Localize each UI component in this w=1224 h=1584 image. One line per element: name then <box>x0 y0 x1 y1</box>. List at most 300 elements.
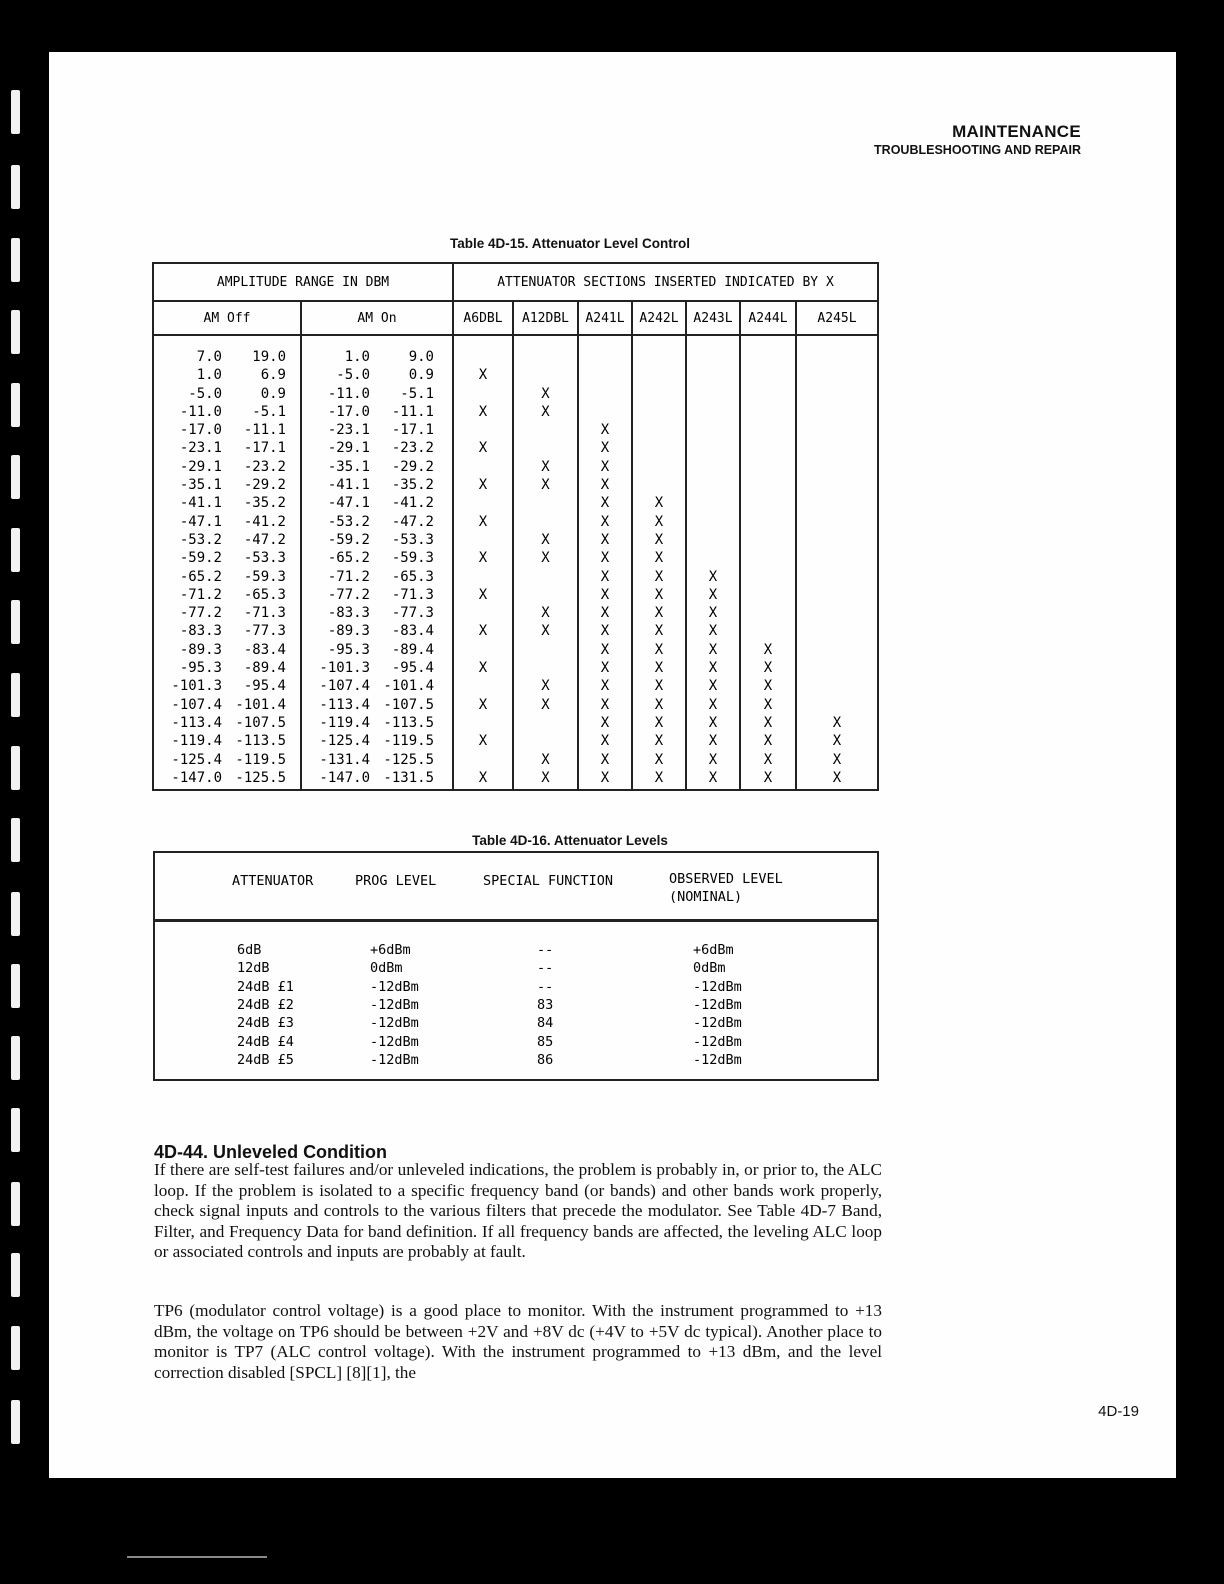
section-inserted-mark <box>454 714 512 732</box>
am-off-range-row <box>154 348 300 366</box>
section-inserted-mark: X <box>600 641 610 658</box>
section-inserted-mark: X <box>832 714 842 731</box>
section-inserted-mark: X <box>600 531 610 548</box>
section-inserted-mark: X <box>763 751 773 768</box>
am-off-low: -113.5 <box>235 733 286 750</box>
section-inserted-mark <box>514 513 577 531</box>
section-inserted-mark: X <box>600 751 610 768</box>
am-off-low: -101.4 <box>235 696 286 713</box>
subheader-am-off: AM Off <box>153 301 301 335</box>
am-off-range-row <box>154 421 300 439</box>
section-inserted-mark: X <box>654 531 664 548</box>
am-off-low: 6.9 <box>260 367 286 384</box>
special-function-cell: 83 <box>537 996 554 1013</box>
section-inserted-mark: X <box>832 769 842 786</box>
section-inserted-mark: X <box>654 513 664 530</box>
am-on-high: -47.1 <box>327 495 370 512</box>
am-off-range-row <box>154 549 300 567</box>
section-inserted-mark <box>454 348 512 366</box>
section-inserted-mark <box>741 586 795 604</box>
section-inserted-mark <box>797 476 877 494</box>
section-inserted-mark <box>687 494 739 512</box>
section-inserted-mark: X <box>654 733 664 750</box>
am-on-high: -11.0 <box>327 385 370 402</box>
am-on-range-row <box>302 751 452 769</box>
prog-level-cell: -12dBm <box>370 1033 419 1050</box>
section-inserted-mark: X <box>541 696 550 713</box>
am-off-low: 0.9 <box>260 385 286 402</box>
special-function-cell: -- <box>537 978 554 995</box>
am-off-range-row <box>154 476 300 494</box>
am-on-low: -71.3 <box>391 586 434 603</box>
am-on-range-row <box>302 769 452 787</box>
section-header-a242l: A242L <box>632 301 686 335</box>
section-inserted-mark <box>633 421 685 439</box>
am-off-low: -29.2 <box>243 477 286 494</box>
am-off-range-row <box>154 751 300 769</box>
am-on-high: -35.1 <box>327 458 370 475</box>
section-inserted-mark: X <box>708 696 718 713</box>
am-on-low: -83.4 <box>391 623 434 640</box>
section-inserted-mark <box>454 751 512 769</box>
am-on-column <box>301 335 453 790</box>
am-off-range-row <box>154 531 300 549</box>
section-inserted-mark: X <box>478 477 488 494</box>
section-inserted-mark <box>797 568 877 586</box>
section-inserted-mark <box>687 366 739 384</box>
am-off-range-row <box>154 494 300 512</box>
section-inserted-mark: X <box>600 714 610 731</box>
section-inserted-mark: X <box>708 605 718 622</box>
section-inserted-mark: X <box>541 550 550 567</box>
am-off-low: -107.5 <box>235 714 286 731</box>
am-on-high: -53.2 <box>327 513 370 530</box>
am-off-low: -17.1 <box>243 440 286 457</box>
table2-caption: Table 4D-16. Attenuator Levels <box>472 833 668 848</box>
section-header-a244l: A244L <box>740 301 796 335</box>
section-inserted-mark: X <box>541 678 550 695</box>
am-off-high: -95.3 <box>179 660 222 677</box>
section-inserted-mark: X <box>708 678 718 695</box>
section-inserted-mark: X <box>600 586 610 603</box>
section-inserted-mark: X <box>478 440 488 457</box>
am-off-high: -59.2 <box>179 550 222 567</box>
section-inserted-mark <box>454 604 512 622</box>
am-on-range-row <box>302 439 452 457</box>
am-off-range-row <box>154 403 300 421</box>
am-on-high: -95.3 <box>327 641 370 658</box>
header-prog-level: PROG LEVEL <box>355 873 437 889</box>
am-off-high: -77.2 <box>179 605 222 622</box>
am-on-high: -101.3 <box>319 660 370 677</box>
am-on-low: -101.4 <box>383 678 434 695</box>
section-inserted-mark: X <box>600 769 610 786</box>
am-off-low: -89.4 <box>243 660 286 677</box>
section-inserted-mark: X <box>708 714 718 731</box>
section-inserted-mark <box>633 348 685 366</box>
section-inserted-mark <box>741 366 795 384</box>
am-on-high: -17.0 <box>327 403 370 420</box>
am-off-low: -59.3 <box>243 568 286 585</box>
am-on-high: -59.2 <box>327 531 370 548</box>
section-inserted-mark: X <box>478 550 488 567</box>
section-inserted-mark <box>454 494 512 512</box>
am-on-range-row <box>302 568 452 586</box>
am-off-high: -29.1 <box>179 458 222 475</box>
prog-level-cell: -12dBm <box>370 996 419 1013</box>
section-inserted-mark <box>687 385 739 403</box>
special-function-cell: 85 <box>537 1033 554 1050</box>
section-inserted-mark <box>741 421 795 439</box>
observed-level-cell: +6dBm <box>693 942 734 958</box>
section-inserted-mark: X <box>654 678 664 695</box>
section-inserted-mark <box>633 439 685 457</box>
section-inserted-mark <box>514 439 577 457</box>
am-on-range-row <box>302 458 452 476</box>
am-off-range-row <box>154 769 300 787</box>
section-inserted-mark: X <box>654 696 664 713</box>
am-on-high: -65.2 <box>327 550 370 567</box>
section-inserted-mark <box>514 659 577 677</box>
a242l-column <box>632 335 686 790</box>
section-inserted-mark: X <box>763 769 773 786</box>
section-inserted-mark: X <box>832 733 842 750</box>
section-header-a243l: A243L <box>686 301 740 335</box>
section-inserted-mark: X <box>654 495 664 512</box>
am-off-low: -35.2 <box>243 495 286 512</box>
section-inserted-mark <box>633 403 685 421</box>
section-inserted-mark: X <box>832 751 842 768</box>
section-inserted-mark <box>797 458 877 476</box>
table1-body <box>153 335 878 790</box>
section-inserted-mark <box>514 732 577 750</box>
am-on-low: -23.2 <box>391 440 434 457</box>
attenuator-cell: 24dB £2 <box>237 996 294 1013</box>
section-inserted-mark <box>741 549 795 567</box>
section-inserted-mark <box>741 568 795 586</box>
section-inserted-mark <box>797 659 877 677</box>
a12dbl-column <box>513 335 578 790</box>
am-off-range-row <box>154 366 300 384</box>
section-inserted-mark <box>454 385 512 403</box>
page-number: 4D-19 <box>1098 1403 1139 1420</box>
am-on-low: -47.2 <box>391 513 434 530</box>
am-on-low: -119.5 <box>383 733 434 750</box>
am-off-low: -41.2 <box>243 513 286 530</box>
am-on-low: -65.3 <box>391 568 434 585</box>
section-inserted-mark: X <box>600 568 610 585</box>
am-off-range-row <box>154 659 300 677</box>
section-inserted-mark: X <box>708 641 718 658</box>
attenuator-cell: 24dB £4 <box>237 1033 294 1050</box>
am-on-range-row <box>302 714 452 732</box>
a243l-column <box>686 335 740 790</box>
am-on-low: -11.1 <box>391 403 434 420</box>
am-on-high: -77.2 <box>327 586 370 603</box>
section-inserted-mark: X <box>600 458 610 475</box>
prog-level-cell: -12dBm <box>370 1015 419 1032</box>
am-off-high: -125.4 <box>171 751 222 768</box>
prog-level-cell: +6dBm <box>370 942 411 958</box>
section-inserted-mark: X <box>478 733 488 750</box>
section-inserted-mark: X <box>600 605 610 622</box>
am-on-range-row <box>302 531 452 549</box>
section-inserted-mark: X <box>654 660 664 677</box>
am-on-high: -131.4 <box>319 751 370 768</box>
am-off-low: -95.4 <box>243 678 286 695</box>
am-on-low: -17.1 <box>391 422 434 439</box>
am-on-range-row <box>302 696 452 714</box>
section-inserted-mark: X <box>541 751 550 768</box>
observed-level-cell: -12dBm <box>693 978 742 995</box>
am-on-low: -59.3 <box>391 550 434 567</box>
a6dbl-column <box>453 335 513 790</box>
section-inserted-mark: X <box>654 769 664 786</box>
special-function-cell: 86 <box>537 1051 554 1068</box>
section-inserted-mark <box>687 348 739 366</box>
am-on-high: -5.0 <box>336 367 370 384</box>
section-inserted-mark: X <box>763 660 773 677</box>
section-inserted-mark <box>797 531 877 549</box>
am-off-range-row <box>154 513 300 531</box>
section-inserted-mark <box>579 403 631 421</box>
section-inserted-mark: X <box>654 586 664 603</box>
attenuator-cell: 24dB £3 <box>237 1015 294 1032</box>
am-on-range-row <box>302 403 452 421</box>
section-inserted-mark <box>579 348 631 366</box>
section-inserted-mark: X <box>600 623 610 640</box>
section-inserted-mark <box>797 677 877 695</box>
section-inserted-mark: X <box>654 550 664 567</box>
section-inserted-mark <box>514 568 577 586</box>
group-header-amplitude: AMPLITUDE RANGE IN DBM <box>153 263 453 301</box>
am-off-low: -125.5 <box>235 769 286 786</box>
section-inserted-mark: X <box>478 660 488 677</box>
am-on-high: -71.2 <box>327 568 370 585</box>
section-inserted-mark <box>687 421 739 439</box>
section-inserted-mark: X <box>763 696 773 713</box>
section-header-a12dbl: A12DBL <box>513 301 578 335</box>
attenuator-levels-table <box>153 851 879 1081</box>
section-inserted-mark <box>797 421 877 439</box>
am-on-high: -113.4 <box>319 696 370 713</box>
header-special-function: SPECIAL FUNCTION <box>483 873 614 889</box>
section-inserted-mark: X <box>541 623 550 640</box>
section-header-a6dbl: A6DBL <box>453 301 513 335</box>
am-off-high: -107.4 <box>171 696 222 713</box>
am-off-low: -83.4 <box>243 641 286 658</box>
am-off-low: -77.3 <box>243 623 286 640</box>
section-inserted-mark: X <box>708 586 718 603</box>
section-inserted-mark <box>514 714 577 732</box>
section-inserted-mark: X <box>708 769 718 786</box>
section-inserted-mark: X <box>600 696 610 713</box>
a245l-column <box>796 335 878 790</box>
section-inserted-mark: X <box>600 513 610 530</box>
am-off-low: -47.2 <box>243 531 286 548</box>
section-inserted-mark <box>454 568 512 586</box>
am-on-range-row <box>302 677 452 695</box>
group-header-attenuator: ATTENUATOR SECTIONS INSERTED INDICATED BY X <box>453 263 878 301</box>
am-on-low: -95.4 <box>391 660 434 677</box>
am-off-range-row <box>154 568 300 586</box>
am-on-range-row <box>302 513 452 531</box>
section-inserted-mark: X <box>541 531 550 548</box>
am-off-high: -147.0 <box>171 769 222 786</box>
section-inserted-mark <box>454 677 512 695</box>
prog-level-cell: 0dBm <box>370 960 403 977</box>
am-off-high: 7.0 <box>196 349 222 365</box>
section-inserted-mark <box>687 476 739 494</box>
section-inserted-mark <box>797 622 877 640</box>
section-inserted-mark <box>633 476 685 494</box>
section-inserted-mark: X <box>478 696 488 713</box>
section-inserted-mark: X <box>478 513 488 530</box>
am-off-high: 1.0 <box>196 367 222 384</box>
am-on-range-row <box>302 604 452 622</box>
am-off-low: -65.3 <box>243 586 286 603</box>
section-inserted-mark: X <box>541 458 550 475</box>
subheader-am-on: AM On <box>301 301 453 335</box>
section-inserted-mark <box>514 586 577 604</box>
am-off-high: -17.0 <box>179 422 222 439</box>
am-on-high: -119.4 <box>319 714 370 731</box>
am-off-range-row <box>154 677 300 695</box>
section-inserted-mark <box>741 458 795 476</box>
section-inserted-mark <box>514 494 577 512</box>
section-inserted-mark <box>514 421 577 439</box>
am-off-range-row <box>154 714 300 732</box>
section-inserted-mark <box>687 531 739 549</box>
attenuator-cell: 12dB <box>237 960 270 977</box>
am-on-low: -29.2 <box>391 458 434 475</box>
special-function-cell: -- <box>537 942 554 958</box>
attenuator-cell: 24dB £1 <box>237 978 294 995</box>
section-inserted-mark: X <box>478 367 488 384</box>
am-off-range-row <box>154 696 300 714</box>
am-on-low: -125.5 <box>383 751 434 768</box>
am-off-high: -35.1 <box>179 477 222 494</box>
special-function-cell: 84 <box>537 1015 554 1032</box>
section-inserted-mark: X <box>708 660 718 677</box>
section-inserted-mark <box>797 348 877 366</box>
section-inserted-mark <box>797 439 877 457</box>
section-inserted-mark: X <box>600 733 610 750</box>
section-inserted-mark: X <box>654 641 664 658</box>
header-observed-nominal: (NOMINAL) <box>669 889 743 905</box>
section-inserted-mark <box>797 696 877 714</box>
header-subtitle: TROUBLESHOOTING AND REPAIR <box>874 143 1081 157</box>
am-off-range-row <box>154 586 300 604</box>
section-inserted-mark <box>454 458 512 476</box>
special-function-cell: -- <box>537 960 554 977</box>
am-on-high: -107.4 <box>319 678 370 695</box>
a244l-column <box>740 335 796 790</box>
am-off-range-row <box>154 604 300 622</box>
am-off-column <box>153 335 301 790</box>
section-header-a245l: A245L <box>796 301 878 335</box>
section-inserted-mark <box>797 549 877 567</box>
section-inserted-mark: X <box>541 605 550 622</box>
am-off-high: -113.4 <box>171 714 222 731</box>
section-inserted-mark: X <box>654 605 664 622</box>
am-off-low: -23.2 <box>243 458 286 475</box>
section-inserted-mark <box>741 403 795 421</box>
am-on-range-row <box>302 421 452 439</box>
am-off-low: 19.0 <box>252 349 286 365</box>
section-inserted-mark <box>579 366 631 384</box>
section-title: 4D-44. Unleveled Condition <box>154 1142 388 1162</box>
section-inserted-mark <box>687 549 739 567</box>
section-inserted-mark <box>633 458 685 476</box>
section-inserted-mark <box>741 604 795 622</box>
section-inserted-mark: X <box>708 568 718 585</box>
am-off-low: -53.3 <box>243 550 286 567</box>
section-inserted-mark <box>741 513 795 531</box>
am-off-high: -23.1 <box>179 440 222 457</box>
am-off-low: -71.3 <box>243 605 286 622</box>
section-inserted-mark: X <box>654 623 664 640</box>
section-inserted-mark <box>797 513 877 531</box>
section-inserted-mark: X <box>478 403 488 420</box>
section-inserted-mark: X <box>600 660 610 677</box>
section-inserted-mark: X <box>654 714 664 731</box>
am-off-high: -119.4 <box>171 733 222 750</box>
am-off-range-row <box>154 439 300 457</box>
section-inserted-mark: X <box>600 422 610 439</box>
section-inserted-mark <box>454 531 512 549</box>
section-inserted-mark <box>687 403 739 421</box>
header-title: MAINTENANCE <box>952 122 1081 141</box>
am-on-high: -23.1 <box>327 422 370 439</box>
am-off-high: -5.0 <box>188 385 222 402</box>
observed-level-cell: -12dBm <box>693 1015 742 1032</box>
am-off-low: -5.1 <box>252 403 286 420</box>
section-inserted-mark <box>797 494 877 512</box>
prog-level-cell: -12dBm <box>370 978 419 995</box>
section-inserted-mark <box>514 366 577 384</box>
header-observed-level: OBSERVED LEVEL <box>669 871 783 887</box>
am-off-low: -11.1 <box>243 422 286 439</box>
am-off-low: -119.5 <box>235 751 286 768</box>
am-on-low: -89.4 <box>391 641 434 658</box>
section-inserted-mark <box>514 348 577 366</box>
section-inserted-mark <box>797 641 877 659</box>
am-on-high: -83.3 <box>327 605 370 622</box>
am-on-range-row <box>302 476 452 494</box>
section-inserted-mark: X <box>478 769 488 786</box>
section-inserted-mark: X <box>763 733 773 750</box>
section-inserted-mark: X <box>478 623 488 640</box>
am-off-range-row <box>154 458 300 476</box>
am-off-high: -101.3 <box>171 678 222 695</box>
am-on-low: -5.1 <box>400 385 434 402</box>
section-inserted-mark <box>514 641 577 659</box>
section-inserted-mark: X <box>708 733 718 750</box>
a241l-column <box>578 335 632 790</box>
am-on-high: -41.1 <box>327 477 370 494</box>
section-inserted-mark: X <box>654 568 664 585</box>
am-on-range-row <box>302 385 452 403</box>
attenuator-cell: 6dB <box>237 942 262 958</box>
am-on-range-row <box>302 348 452 366</box>
header-divider <box>155 919 877 922</box>
am-on-low: -131.5 <box>383 769 434 786</box>
observed-level-cell: -12dBm <box>693 1033 742 1050</box>
section-inserted-mark: X <box>541 385 550 402</box>
header-attenuator: ATTENUATOR <box>232 873 314 889</box>
am-off-high: -71.2 <box>179 586 222 603</box>
